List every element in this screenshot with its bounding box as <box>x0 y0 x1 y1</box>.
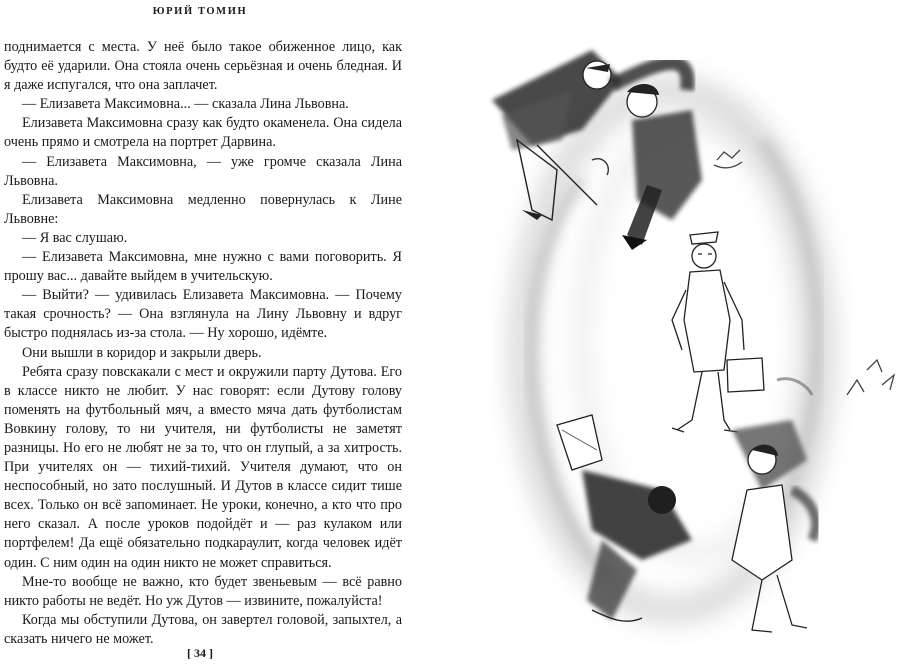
paragraph: — Выйти? — удивилась Елизавета Максимовна. — Почему такая срочность? — Она взглянула на Лину Львовну и вдруг быстро поднялась из-за стола. — Ну хорошо, идёмте. <box>4 287 402 342</box>
paragraph: — Елизавета Максимовна, — уже громче сказала Лина Львовна. <box>4 153 402 189</box>
paragraph: Елизавета Максимовна медленно повернулась к Лине Львовне: <box>4 191 402 227</box>
standing-boy-with-briefcase <box>672 232 764 432</box>
text-column <box>4 38 402 649</box>
paragraph: Когда мы обступили Дутова, он завертел головой, запыхтел, а сказать ничего не может. <box>4 611 402 647</box>
paragraph: — Елизавета Максимовна, мне нужно с вами поговорить. Я прошу вас... давайте выйдем в учительскую. <box>4 249 402 285</box>
paragraph: поднимается с места. У неё было такое обиженное лицо, как будто её ударили. Она стояла очень серьёзная и очень бледная. И я даже испугался, что она заплачет. <box>4 39 402 94</box>
running-head: ЮРИЙ ТОМИН <box>152 6 248 17</box>
ink-illustration <box>462 20 902 645</box>
paragraph: — Елизавета Максимовна... — сказала Лина Львовна. <box>22 96 349 113</box>
paragraph: Елизавета Максимовна сразу как будто окаменела. Она сидела очень прямо и смотрела на портрет Дарвина. <box>4 115 402 151</box>
page-number: [ 34 ] <box>187 646 213 660</box>
paragraph: — Я вас слушаю. <box>22 229 128 246</box>
paragraph: Мне-то вообще не важно, кто будет звеньевым — всё равно никто работы не ведёт. Но уж Дутов — извините, пожалуйста! <box>4 573 402 609</box>
paragraph: Ребята сразу повскакали с мест и окружили парту Дутова. Его в классе никто не любит. У нас говорят: если Дутову голову поменять на футбольный мяч, а вместо мяча дать футболистам Вовкину голову, то ни учителя, ни футболисты не заметят разницы. Но его не любят не за то, что он глупый, а за хитрость. При учителях он — тихий-тихий. Учителя думают, что он неспособный, но зато послушный. И Дутов в классе сидит тише всех. Только он всё запоминает. Не уроки, конечно, а кто что про него сказал. А после уроков подойдёт и — раз кулаком или портфелем! Да ещё обязательно подкараулит, когда человек идёт один. С ним один на один никто не может справиться. <box>4 363 402 571</box>
paragraph: Они вышли в коридор и закрыли дверь. <box>22 344 262 361</box>
